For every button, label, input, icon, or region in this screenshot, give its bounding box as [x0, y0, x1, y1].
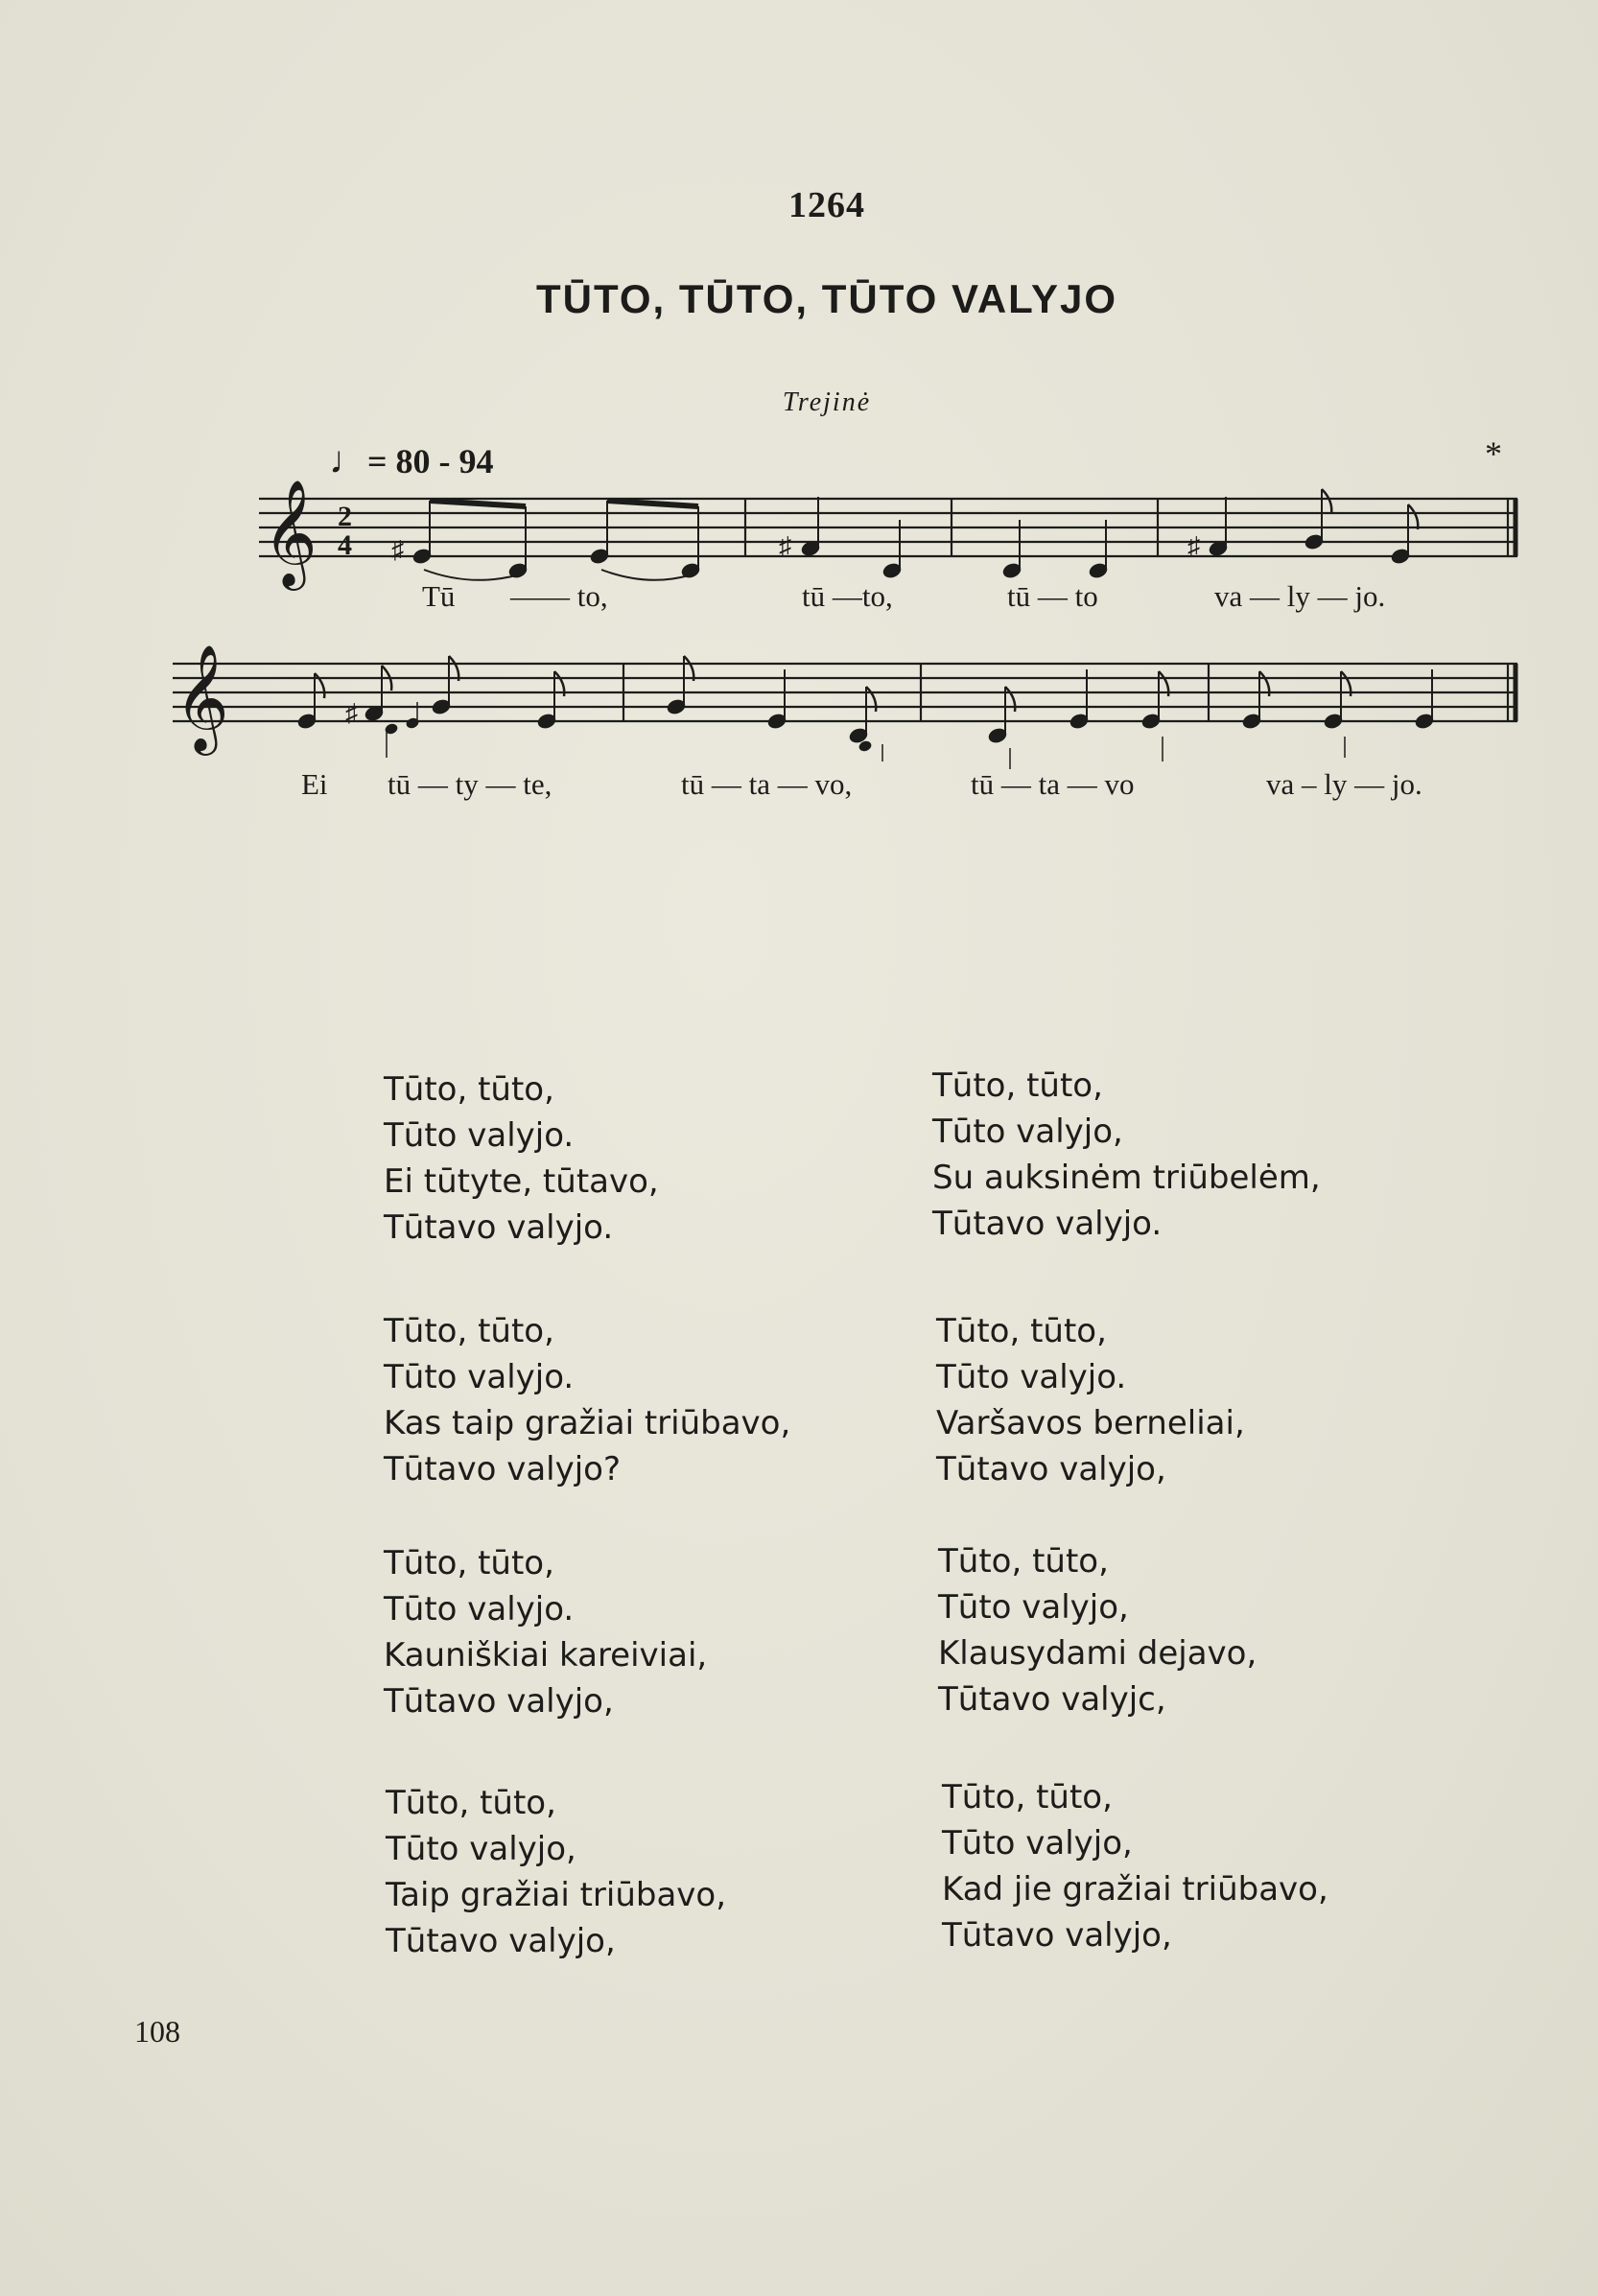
verse-line: Tūto valyjo.	[384, 1590, 575, 1628]
verse-line: Taip gražiai triūbavo,	[386, 1876, 727, 1914]
verse-6	[938, 1538, 1257, 1722]
verse-line: Su auksinėm triūbelėm,	[932, 1159, 1321, 1197]
verse-line: Tūtavo valyjo,	[942, 1916, 1172, 1955]
verse-line: Tūtavo valyjo?	[384, 1450, 622, 1488]
verse-line: Tūto valyjo.	[384, 1116, 575, 1155]
verse-line: Tūto, tūto,	[938, 1542, 1109, 1581]
lyric-syllable: —— to,	[510, 579, 608, 613]
verse-line: Tūtavo valyjo.	[932, 1205, 1163, 1243]
verse-line: Tūto, tūto,	[942, 1778, 1113, 1816]
verse-line: Ei tūtyte, tūtavo,	[384, 1162, 659, 1201]
verse-line: Tūtavo valyjo,	[936, 1450, 1166, 1488]
music-staff-system-2	[153, 644, 1525, 779]
treble-clef-icon: 𝄞	[263, 480, 317, 586]
verse-line: Tūto valyjo,	[938, 1588, 1129, 1627]
svg-text:♯: ♯	[345, 699, 358, 727]
meter-label: Trejinė	[782, 387, 872, 417]
page-number: 108	[134, 2014, 180, 2049]
lyric-syllable: va — ly — jo.	[1214, 579, 1386, 613]
verse-line: Tūto, tūto,	[384, 1312, 554, 1350]
asterisk-mark: *	[1485, 434, 1502, 473]
svg-text:♯: ♯	[1187, 532, 1200, 560]
verse-line: Tūto, tūto,	[936, 1312, 1107, 1350]
time-signature-bottom: 4	[338, 529, 352, 561]
verse-line: Tūto, tūto,	[384, 1544, 554, 1582]
verse-line: Tūtavo valyjo,	[386, 1922, 616, 1960]
verse-3	[384, 1308, 790, 1492]
verse-7	[386, 1780, 726, 1964]
verse-line: Tūtavo valyjo,	[384, 1682, 614, 1721]
verse-5	[384, 1540, 707, 1724]
song-number: 1264	[788, 185, 865, 225]
lyric-syllable: tū —to,	[802, 579, 893, 613]
verse-line: Kas taip gražiai triūbavo,	[384, 1404, 791, 1442]
lyric-syllable: Ei	[301, 767, 328, 801]
verse-line: Varšavos berneliai,	[936, 1404, 1245, 1442]
verse-2	[932, 1063, 1321, 1247]
tempo-text: = 80 - 94	[367, 442, 494, 480]
svg-text:♯: ♯	[779, 532, 791, 560]
verse-line: Tūto valyjo.	[384, 1358, 575, 1396]
verse-4	[936, 1308, 1245, 1492]
svg-text:♯: ♯	[391, 536, 404, 564]
lyric-syllable: va – ly — jo.	[1266, 767, 1422, 801]
lyric-syllable: tū — ty — te,	[388, 767, 552, 801]
song-title: TŪTO, TŪTO, TŪTO VALYJO	[535, 276, 1118, 321]
verse-line: Tūto, tūto,	[932, 1066, 1103, 1105]
verse-line: Tūto, tūto,	[386, 1784, 556, 1822]
lyric-syllable: tū — ta — vo,	[681, 767, 853, 801]
verse-line: Tūto valyjo,	[386, 1830, 576, 1868]
lyric-syllable: Tū	[422, 579, 456, 613]
lyric-syllable: tū — to	[1007, 579, 1098, 613]
verse-1	[384, 1066, 659, 1251]
verse-line: Tūto valyjo.	[936, 1358, 1127, 1396]
lyric-syllable: tū — ta — vo	[971, 767, 1135, 801]
verse-line: Klausydami dejavo,	[938, 1634, 1257, 1673]
verse-line: Tūtavo valyjo.	[384, 1208, 614, 1247]
verse-line: Tūto valyjo,	[932, 1113, 1123, 1151]
tempo-marking	[329, 437, 494, 482]
verse-line: Kad jie gražiai triūbavo,	[942, 1870, 1328, 1909]
verse-line: Tūto, tūto,	[384, 1070, 554, 1109]
verse-line: Tūto valyjo,	[942, 1824, 1133, 1863]
verse-line: Tūtavo valyjc,	[938, 1680, 1166, 1719]
verse-line: Kauniškiai kareiviai,	[384, 1636, 708, 1675]
treble-clef-icon: 𝄞	[175, 644, 229, 751]
verse-8	[942, 1774, 1328, 1958]
time-signature-top: 2	[338, 501, 352, 532]
quarter-note-icon: ♩	[329, 438, 367, 481]
